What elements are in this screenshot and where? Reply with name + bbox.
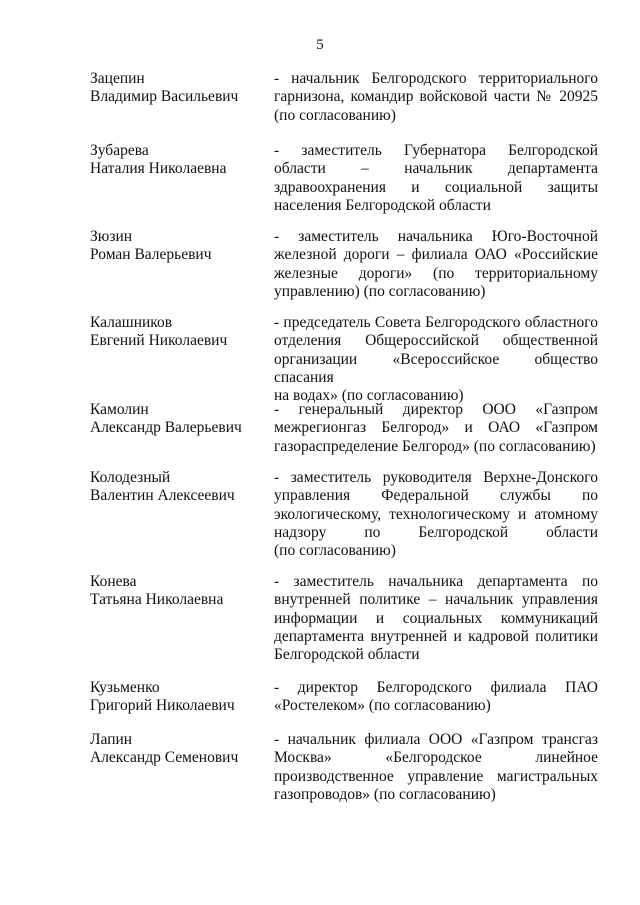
given-names: Роман Валерьевич: [90, 246, 212, 264]
role-line: населения Белгородской области: [274, 196, 491, 214]
surname: Зубарева: [90, 142, 149, 159]
role-line: - генеральный директор ООО «Газпром: [274, 401, 598, 418]
surname: Зюзин: [90, 228, 133, 245]
given-names: Александр Семенович: [90, 749, 239, 767]
position-description: [274, 731, 598, 804]
given-names: Евгений Николаевич: [90, 332, 228, 350]
person-name: [90, 228, 265, 265]
person-name: [90, 573, 265, 610]
role-line: - заместитель Губернатора Белгородской: [274, 142, 598, 159]
surname: Конева: [90, 573, 137, 590]
person-name: [90, 401, 265, 438]
role-line: внутренней политике – начальник управления: [274, 591, 598, 609]
position-description: [274, 70, 598, 125]
surname: Камолин: [90, 401, 149, 418]
role-line: - заместитель начальника департамента по: [274, 573, 598, 590]
role-line: Белгородской области: [274, 646, 420, 664]
role-line: организации «Всероссийское общество спасания: [274, 350, 598, 386]
person-name: [90, 679, 265, 716]
role-line: - начальник филиала ООО «Газпром трансгаз: [274, 731, 598, 748]
given-names: Валентин Алексеевич: [90, 487, 235, 505]
position-description: [274, 573, 598, 664]
role-line: на водах» (по согласованию): [274, 387, 464, 405]
role-line: Москва» «Белгородское линейное: [274, 749, 598, 767]
surname: Зацепин: [90, 70, 145, 87]
role-line: - начальник Белгородского территориального: [274, 70, 598, 87]
person-name: [90, 314, 265, 351]
role-line: управлению) (по согласованию): [274, 282, 486, 300]
position-description: [274, 142, 598, 215]
person-name: [90, 469, 265, 506]
role-line: отделения Общероссийской общественной: [274, 332, 598, 350]
role-line: газопроводов» (по согласованию): [274, 785, 496, 803]
given-names: Александр Валерьевич: [90, 419, 242, 437]
position-description: [274, 228, 598, 301]
role-line: - директор Белгородского филиала ПАО: [274, 679, 598, 696]
role-line: здравоохранения и социальной защиты: [274, 178, 598, 196]
role-line: гарнизона, командир войсковой части № 20925: [274, 88, 598, 106]
role-line: - заместитель руководителя Верхне-Донского: [274, 469, 598, 486]
role-line: (по согласованию): [274, 106, 396, 124]
role-line: «Ростелеком» (по согласованию): [274, 697, 491, 715]
person-name: [90, 142, 265, 179]
role-line: газораспределение Белгород» (по согласованию): [274, 437, 596, 455]
surname: Колодезный: [90, 469, 171, 486]
given-names: Татьяна Николаевна: [90, 591, 224, 609]
role-line: железные дороги» (по территориальному: [274, 264, 598, 282]
position-description: [274, 469, 598, 560]
role-line: - заместитель начальника Юго-Восточной: [274, 228, 598, 245]
role-line: департамента внутренней и кадровой политики: [274, 627, 598, 645]
role-line: области – начальник департамента: [274, 160, 598, 178]
page-number: 5: [316, 37, 324, 53]
given-names: Наталия Николаевна: [90, 160, 227, 178]
role-line: железной дороги – филиала ОАО «Российские: [274, 246, 598, 264]
given-names: Григорий Николаевич: [90, 697, 235, 715]
role-line: надзору по Белгородской области: [274, 523, 598, 541]
given-names: Владимир Васильевич: [90, 88, 239, 106]
role-line: межрегионгаз Белгород» и ОАО «Газпром: [274, 419, 598, 437]
role-line: информации и социальных коммуникаций: [274, 609, 598, 627]
person-name: [90, 70, 265, 107]
role-line: производственное управление магистральных: [274, 767, 598, 785]
surname: Кузьменко: [90, 679, 160, 696]
position-description: [274, 401, 598, 456]
surname: Калашников: [90, 314, 173, 331]
position-description: [274, 314, 598, 405]
surname: Лапин: [90, 731, 133, 748]
role-line: (по согласованию): [274, 542, 396, 560]
position-description: [274, 679, 598, 716]
role-line: экологическому, технологическому и атомному: [274, 505, 598, 523]
person-name: [90, 731, 265, 768]
role-line: управления Федеральной службы по: [274, 487, 598, 505]
role-line: - председатель Совета Белгородского областного: [274, 314, 598, 331]
